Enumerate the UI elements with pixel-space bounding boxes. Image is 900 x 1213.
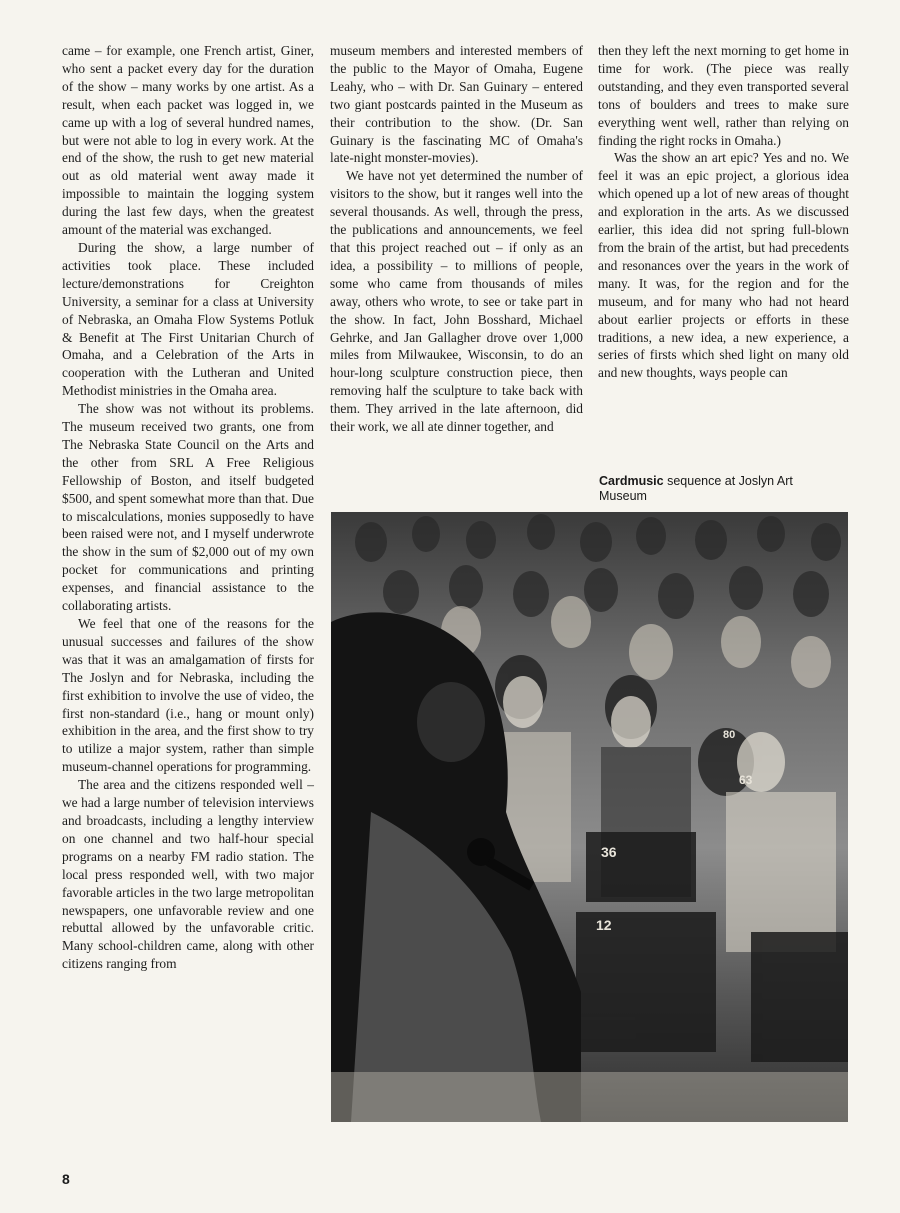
paragraph: We feel that one of the reasons for the unusual successes and failures of the show was that it was an amalgamation of firsts for The Joslyn and for Nebraska, including the first exhibition to involve the use of video, the first non-standard (i.e., hang or mount only) exhibition in the area, and the first show to try to utilize a major system, rather than simple museum-channel operations for programming. [62, 616, 314, 775]
paragraph: The show was not without its problems. The museum received two grants, one from The Nebraska State Council on the Arts and the other from SRL A Free Religious Fellowship of Boston, and itself budgeted $500, and spent somewhat more than that. Due to miscalculations, monies supposedly to have been raised were not, and I myself underwrote the show in the sum of $2,000 out of my own pocket for communications and printing expenses, and financial assistance to the collaborating artists. [62, 401, 314, 614]
audience-photo [331, 512, 848, 1122]
paragraph: came – for example, one French artist, Giner, who sent a packet every day for the duration of the show – many works by one artist. As a result, when each packet was logged in, we came up with a log of several hundred names, but were not able to log in every work. At the end of the show, the rush to get new material out as old material went away made it impossible to maintain the logging system during the last few days, when the greatest amount of the material was exchanged. [62, 43, 314, 238]
paragraph: During the show, a large number of activities took place. These included lecture/demonstrations for Creighton University, a seminar for a class at University of Nebraska, an Omaha Flow Systems Potluk & Benefit at The First Unitarian Church of Omaha, and a Celebration of the Arts in cooperation with the Lutheran and United Methodist ministries in the Omaha area. [62, 239, 314, 399]
audience-photo-illustration [331, 512, 848, 1122]
text-column-2 [330, 42, 583, 436]
paragraph: The area and the citizens responded well – we had a large number of television interviews and broadcasts, including a lengthy interview on one channel and two half-hour special programs on a nearby FM radio station. The local press responded well, with two major favorable articles in the two large metropolitan newspapers, one unfavorable review and one rebuttal allowed by the unfavorable critic. Many school-children came, along with other citizens ranging from [62, 777, 314, 972]
text-column-1 [62, 42, 314, 973]
paragraph: then they left the next morning to get home in time for work. (The piece was really outstanding, and they even transported several tons of boulders and trees to make sure everything went well, rather than relying on finding the right rocks in Omaha.) [598, 43, 849, 148]
seat-number: 80 [723, 729, 736, 741]
page-number: 8 [62, 1171, 70, 1187]
paragraph: Was the show an art epic? Yes and no. We feel it was an epic project, a glorious idea which opened up a lot of new areas of thought and exploration in the arts. As we discussed earlier, this idea did not spring full-blown from the brain of the artist, but had precedents and resonances over the years in the work of many. It was, for the region and for the museum, and for many who had not heard about earlier projects or efforts in these traditions, a new idea, a new experience, a series of firsts which shed light on many old and new thoughts, ways people can [598, 150, 849, 381]
seat-number: 12 [596, 917, 612, 933]
text-column-3 [598, 42, 849, 382]
paragraph: We have not yet determined the number of visitors to the show, but it ranges well into the several thousands. As well, through the press, the publications and announcements, we feel that this project reached out – if only as an idea, a possibility – to millions of people, some who came from thousands of miles away, others who wrote, to see or take part in the show. In fact, John Bosshard, Michael Gehrke, and Jan Gallagher drove over 1,000 miles from Milwaukee, Wisconsin, to do an hour-long sculpture construction piece, then removing half the sculpture to take back with them. They arrived in the late afternoon, did their work, we all ate dinner together, and [330, 168, 583, 435]
seat-number: 36 [601, 844, 617, 860]
caption-text: sequence at Joslyn Art Museum [599, 474, 793, 503]
seat-number: 63 [739, 773, 753, 787]
photo-caption [599, 474, 839, 504]
paragraph: museum members and interested members of the public to the Mayor of Omaha, Eugene Leahy, who – with Dr. San Guinary – entered two giant postcards painted in the Museum as their contribution to the show. (Dr. San Guinary is the fascinating MC of Omaha's late-night monster-movies). [330, 43, 583, 166]
caption-title: Cardmusic [599, 474, 664, 488]
